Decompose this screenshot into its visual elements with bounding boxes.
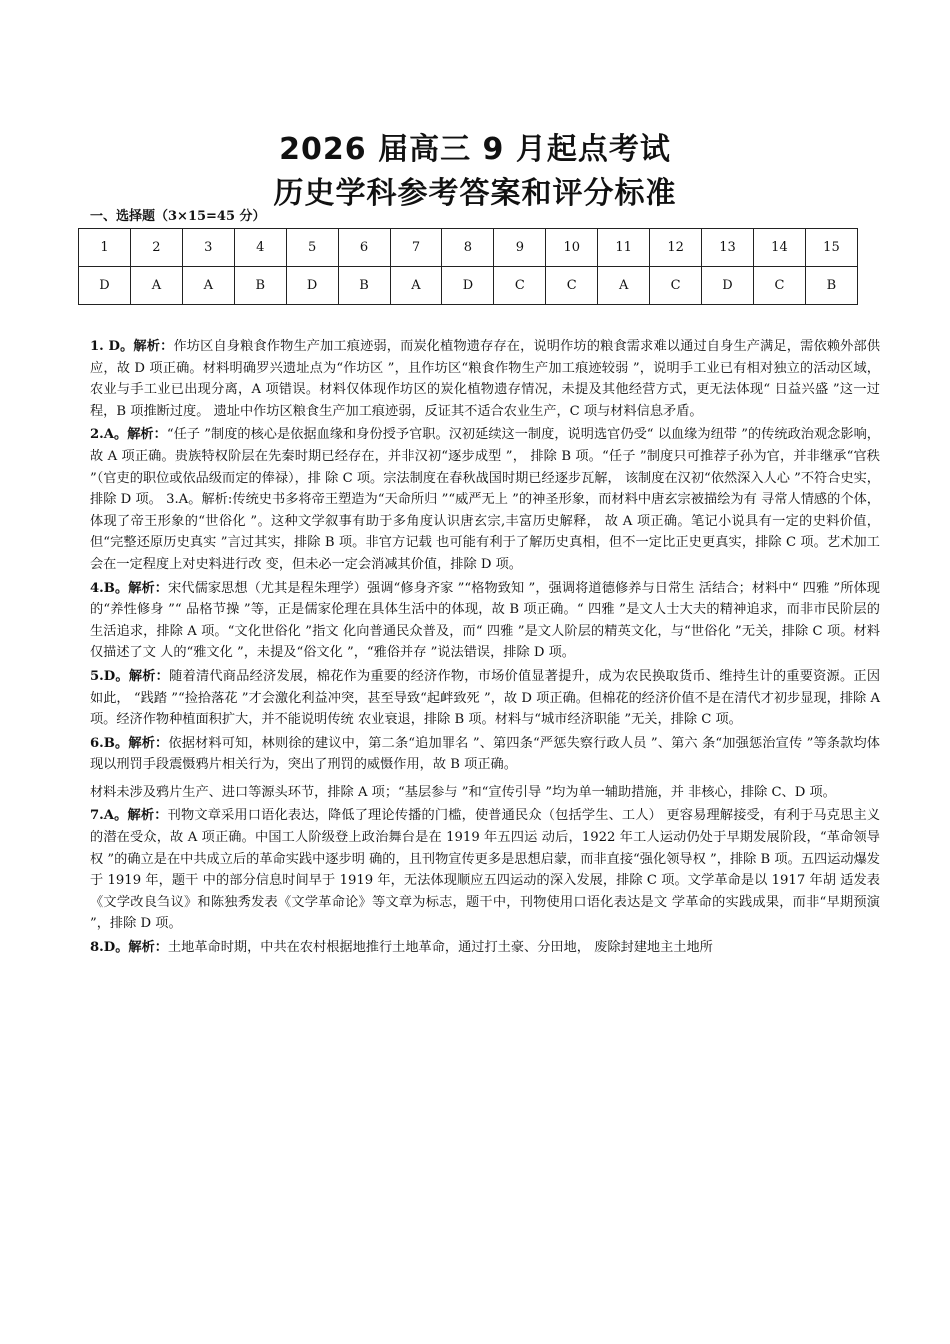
answer-cell: A	[182, 267, 234, 305]
question-number-cell: 13	[702, 229, 754, 267]
question-number-cell: 3	[182, 229, 234, 267]
answer-cell: C	[546, 267, 598, 305]
answer-cell: C	[753, 267, 805, 305]
explanation-lead: 1. D。解析：	[90, 339, 174, 354]
question-number-cell: 12	[650, 229, 702, 267]
answer-cell: B	[338, 267, 390, 305]
question-number-cell: 9	[494, 229, 546, 267]
answer-cell: C	[494, 267, 546, 305]
question-number-cell: 2	[130, 229, 182, 267]
explanation-paragraph	[90, 733, 880, 776]
answer-cell: D	[286, 267, 338, 305]
explanation-lead: 8.D。解析：	[90, 940, 168, 956]
question-number-cell: 8	[442, 229, 494, 267]
question-number-cell: 15	[805, 229, 857, 267]
answer-cell: D	[442, 267, 494, 305]
answer-cell: D	[702, 267, 754, 305]
question-number-cell: 14	[753, 229, 805, 267]
answer-cell: C	[650, 267, 702, 305]
explanation-lead: 6.B。解析：	[90, 735, 169, 751]
explanation-text: 作坊区自身粮食作物生产加工痕迹弱，而炭化植物遗存存在，说明作坊的粮食需求难以通过自身生产满足，需依赖外部供应，故 D 项正确。材料明确罗兴遗址点为“作坊区 ”，且作坊区“粮食作物生产加工痕迹较弱 ”，说明手工业已有相对独立的活动区域，农业与手工业已出现分离，A 项错误。材料仅体现作坊区的炭化植物遗存情况，未提及其他经营方式，更无法体现“ 日益兴盛 ”这一过程，B 项推断过度。 遗址中作坊区粮食生产加工痕迹弱，反证其不适合农业生产，C 项与材料信息矛盾。	[90, 339, 881, 419]
answer-cell: D	[79, 267, 131, 305]
explanation-lead: 5.D。解析：	[90, 668, 170, 684]
explanation-paragraph	[90, 805, 880, 935]
explanation-text: “任子 ”制度的核心是依据血缘和身份授予官职。汉初延续这一制度，说明选官仍受“ 以血缘为纽带 ”的传统政治观念影响，故 A 项正确。贵族特权阶层在先秦时期已经存在，并非汉初“逐步成型 ”， 排除 B 项。“任子 ”制度只可推荐子孙为官，并非继承“官秩 ”（官吏的职位或依品级而定的俸禄），排 除 C 项。宗法制度在春秋战国时期已经逐步瓦解， 该制度在汉初“依然深入人心 ”不符合史实，排除 D 项。 3.A。解析:传统史书多将帝王塑造为“天命所归 ”“威严无上 ”的神圣形象，而材料中唐玄宗被描绘为有 寻常人情感的个体，体现了帝王形象的“世俗化 ”。这种文学叙事有助于多角度认识唐玄宗,丰富历史解释， 故 A 项正确。笔记小说具有一定的史料价值，但“完整还原历史真实 ”言过其实，排除 B 项。非官方记载 也可能有利于了解历史真相，但不一定比正史更真实，排除 C 项。艺术加工会在一定程度上对史料进行改 变，但未必一定会消减其价值，排除 D 项。	[90, 427, 880, 572]
question-number-cell: 5	[286, 229, 338, 267]
answer-cell: A	[130, 267, 182, 305]
explanation-text: 材料未涉及鸦片生产、进口等源头环节，排除 A 项；“基层参与 ”和“宣传引导 ”均为单一辅助措施，并 非核心，排除 C、D 项。	[90, 784, 836, 800]
page-title-line2: 历史学科参考答案和评分标准	[273, 176, 677, 211]
explanation-paragraph	[90, 578, 880, 664]
answer-cell: B	[805, 267, 857, 305]
answer-cell: B	[234, 267, 286, 305]
question-number-cell: 7	[390, 229, 442, 267]
explanation-paragraph	[90, 666, 880, 731]
explanation-paragraph	[90, 336, 880, 422]
question-number-cell: 1	[79, 229, 131, 267]
explanation-text: 刊物文章采用口语化表达，降低了理论传播的门槛，使普通民众（包括学生、工人） 更容易理解接受，有利于马克思主义的潜在受众，故 A 项正确。中国工人阶级登上政治舞台是在 1919 年五四运 动后，1922 年工人运动仍处于早期发展阶段，“革命领导权 ”的确立是在中共成立后的革命实践中逐步明 确的，且刊物宣传更多是思想启蒙，而非直接“强化领导权 ”，排除 B 项。五四运动爆发于 1919 年，题干 中的部分信息时间早于 1919 年，无法体现顺应五四运动的深入发展，排除 C 项。文学革命是以 1917 年胡 适发表《文学改良刍议》和陈独秀发表《文学革命论》等文章为标志，题干中，刊物使用口语化表达是文 学革命的实践成果，而非“早期预演 ”，排除 D 项。	[90, 808, 881, 932]
answer-table	[78, 228, 858, 305]
explanations	[90, 336, 880, 961]
explanation-text: 宋代儒家思想（尤其是程朱理学）强调“修身齐家 ”“格物致知 ”，强调将道德修养与日常生 活结合；材料中“ 四雅 ”所体现的“养性修身 ”“ 品格节操 ”等，正是儒家伦理在具体生活中的体现，故 B 项正确。“ 四雅 ”是文人士大夫的精神追求，而非市民阶层的生活追求，排除 A 项。“文化世俗化 ”指文 化向普通民众普及，而“ 四雅 ”是文人阶层的精英文化，与“世俗化 ”无关，排除 C 项。材料仅描述了文 人的“雅文化 ”，未提及“俗文化 ”，“雅俗并存 ”说法错误，排除 D 项。	[90, 580, 880, 661]
answer-cell: A	[390, 267, 442, 305]
explanation-text: 依据材料可知，林则徐的建议中，第二条“追加罪名 ”、第四条“严惩失察行政人员 ”、第六 条“加强惩治宣传 ”等条款均体现以刑罚手段震慑鸦片相关行为，突出了刑罚的威慑作用，故 B 项正确。	[90, 735, 880, 773]
explanation-paragraph	[90, 782, 880, 804]
question-number-cell: 11	[598, 229, 650, 267]
explanation-paragraph	[90, 937, 880, 959]
explanation-lead: 4.B。解析：	[90, 580, 169, 596]
answer-row	[79, 267, 858, 305]
explanation-text: 土地革命时期，中共在农村根据地推行土地革命，通过打土豪、分田地， 废除封建地主土地所	[167, 940, 713, 956]
section-heading: 一、选择题（3×15=45 分）	[90, 209, 266, 224]
page-title-line1: 2026 届高三 9 月起点考试	[279, 132, 671, 167]
explanation-paragraph	[90, 424, 880, 575]
explanation-lead: 7.A。解析：	[90, 808, 168, 824]
explanation-lead: 2.A。解析：	[90, 427, 167, 443]
question-number-cell: 6	[338, 229, 390, 267]
explanation-text: 随着清代商品经济发展，棉花作为重要的经济作物，市场价值显著提升，成为农民换取货币、维持生计的重要资源。正因如此， “践踏 ”“捡拾落花 ”才会激化利益冲突，甚至导致“起衅致死 ”，故 D 项正确。但棉花的经济价值不是在清代才初步显现，排除 A 项。经济作物种植面积扩大，并不能说明传统 农业衰退，排除 B 项。材料与“城市经济职能 ”无关，排除 C 项。	[90, 668, 881, 728]
question-number-cell: 10	[546, 229, 598, 267]
answer-cell: A	[598, 267, 650, 305]
question-number-row	[79, 229, 858, 267]
question-number-cell: 4	[234, 229, 286, 267]
